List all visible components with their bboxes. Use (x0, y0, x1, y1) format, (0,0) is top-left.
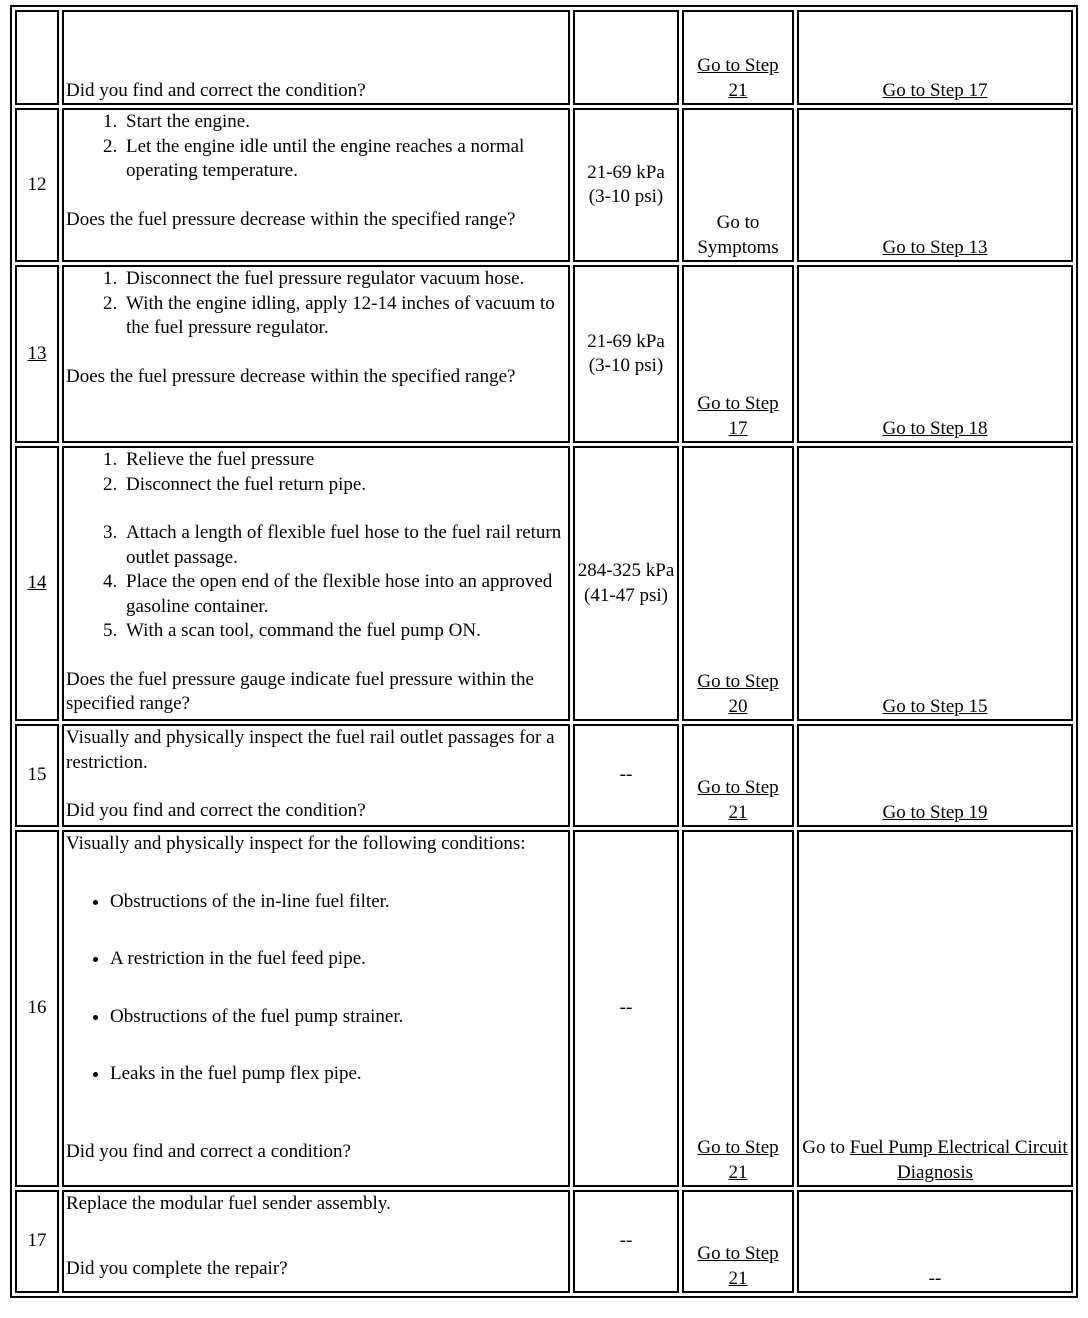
no-cell (797, 10, 1073, 105)
yes-link[interactable]: Go to Step 17 (697, 393, 779, 439)
question-text: Did you find and correct the condition? (66, 79, 366, 101)
action-cell (62, 830, 570, 1187)
list-item: 1. Disconnect the fuel pressure regulator vacuum hose. (122, 267, 566, 292)
intro-text: Visually and physically inspect the fuel rail outlet passages for a restriction. (66, 727, 555, 773)
yes-cell (682, 1190, 794, 1293)
no-link[interactable]: Go to Step 19 (882, 801, 988, 823)
list-item: 2. With the engine idling, apply 12-14 inches of vacuum to the fuel pressure regulator. (122, 292, 566, 341)
no-cell (797, 446, 1073, 721)
yes-link[interactable]: Go to Step 20 (697, 671, 779, 717)
value-cell: 21-69 kPa (3-10 psi) (573, 265, 679, 443)
question-text: Does the fuel pressure decrease within the specified range? (66, 365, 516, 387)
no-cell (797, 724, 1073, 827)
yes-link[interactable]: Go to Step 21 (697, 1243, 779, 1289)
question-text: Did you find and correct the condition? (66, 800, 366, 821)
diagnostic-table (10, 5, 1078, 1298)
list-item: 1. Start the engine. (122, 110, 566, 135)
no-link[interactable]: Go to Step 17 (882, 79, 988, 101)
list-item: • Obstructions of the in-line fuel filter. (110, 890, 566, 915)
no-text: -- (928, 1267, 942, 1289)
yes-link[interactable]: Go to Step 21 (697, 777, 779, 823)
intro-text: Replace the modular fuel sender assembly. (66, 1193, 391, 1214)
action-cell (62, 10, 570, 105)
list-item: • A restriction in the fuel feed pipe. (110, 947, 566, 972)
value-cell: 284-325 kPa (41-47 psi) (573, 446, 679, 721)
value-cell: -- (573, 724, 679, 827)
list-item: 3. Attach a length of flexible fuel hose to the fuel rail return outlet passage. (122, 521, 566, 570)
yes-link[interactable]: Go to Step 21 (697, 55, 779, 101)
list-item: 2. Let the engine idle until the engine reaches a normal operating temperature. (122, 135, 566, 184)
list-item: 4. Place the open end of the flexible hose into an approved gasoline container. (122, 570, 566, 619)
no-link[interactable]: Go to Step 15 (882, 695, 988, 717)
action-cell (62, 446, 570, 721)
step-number: 15 (15, 724, 59, 827)
no-cell (797, 830, 1073, 1187)
step-number (15, 265, 59, 443)
step-number (15, 10, 59, 105)
table-row (15, 724, 1073, 827)
table-row (15, 1190, 1073, 1293)
list-item: 5. With a scan tool, command the fuel pump ON. (122, 619, 566, 644)
question-text: Did you complete the repair? (66, 1257, 288, 1279)
value-cell: -- (573, 830, 679, 1187)
table-row (15, 446, 1073, 721)
value-cell: -- (573, 1190, 679, 1293)
yes-cell (682, 724, 794, 827)
value-cell (573, 10, 679, 105)
no-link[interactable]: Go to Step 18 (882, 417, 988, 439)
question-text: Did you find and correct a condition? (66, 1140, 351, 1162)
table-row (15, 10, 1073, 105)
no-cell (797, 108, 1073, 262)
action-list (66, 267, 566, 341)
no-cell (797, 265, 1073, 443)
table-row (15, 108, 1073, 262)
action-cell (62, 1190, 570, 1293)
step-link[interactable]: 14 (27, 572, 47, 594)
question-text: Does the fuel pressure decrease within the specified range? (66, 208, 516, 230)
condition-list (66, 890, 566, 1087)
value-cell: 21-69 kPa (3-10 psi) (573, 108, 679, 262)
step-number: 16 (15, 830, 59, 1187)
step-link[interactable]: 13 (27, 342, 47, 364)
table-row (15, 830, 1073, 1187)
yes-cell (682, 830, 794, 1187)
step-number (15, 446, 59, 721)
intro-text: Visually and physically inspect for the following conditions: (66, 833, 526, 854)
yes-cell (682, 108, 794, 262)
yes-cell (682, 10, 794, 105)
action-list (66, 110, 566, 184)
yes-cell (682, 265, 794, 443)
action-list (66, 448, 566, 644)
question-text: Does the fuel pressure gauge indicate fuel pressure within the specified range? (66, 668, 534, 714)
step-number: 12 (15, 108, 59, 262)
table-row (15, 265, 1073, 443)
action-cell (62, 108, 570, 262)
list-item: 2. Disconnect the fuel return pipe. (122, 473, 566, 498)
action-cell (62, 265, 570, 443)
no-link[interactable]: Go to Step 13 (882, 236, 988, 258)
yes-cell (682, 446, 794, 721)
list-item: 1. Relieve the fuel pressure (122, 448, 566, 473)
list-item: • Obstructions of the fuel pump strainer. (110, 1005, 566, 1030)
action-cell (62, 724, 570, 827)
yes-link[interactable]: Go to Step 21 (697, 1137, 779, 1183)
list-item: • Leaks in the fuel pump flex pipe. (110, 1062, 566, 1087)
yes-text: Go to Symptoms (697, 212, 779, 258)
no-cell (797, 1190, 1073, 1293)
step-number: 17 (15, 1190, 59, 1293)
no-prefix: Go to (802, 1137, 846, 1158)
no-link[interactable]: Fuel Pump Electrical Circuit Diagnosis (849, 1137, 1068, 1183)
